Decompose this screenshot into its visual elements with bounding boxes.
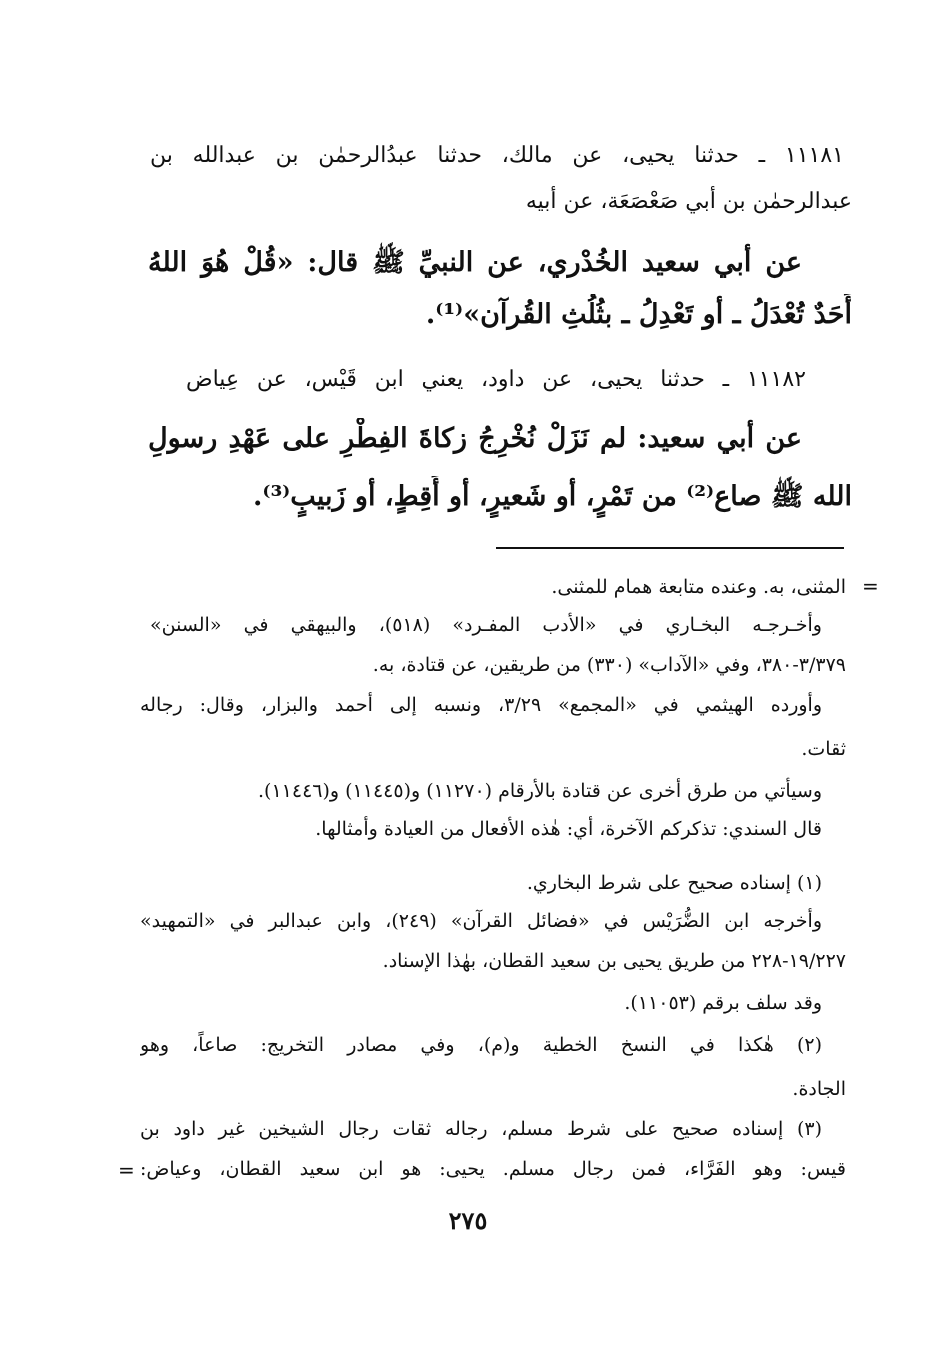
footnote-line-4: وأورده الهيثمي في «المجمع» ٣/٢٩، ونسبه إلى أحمد والبزار، وقال: رجاله (140, 694, 822, 716)
footnote-line-15: قيس: وهو الفَرَّاء، فمن رجال مسلم. يحيى: هو ابن سعيد القطان، وعياض: (140, 1158, 846, 1180)
hadith-11181-isnad-line-2: عبدالرحمٰن بن أبي صَعْصَعَة، عن أبيه (525, 189, 852, 214)
hadith-11181-matn-line-1: عن أبي سعيد الخُدْري، عن النبيِّ ﷺ قال: «قُلْ هُوَ اللهُ (148, 247, 802, 278)
footnote-line-7: قال السندي: تذكركم الآخرة، أي: هٰذه الأفعال من العيادة وأمثالها. (315, 818, 822, 840)
footnote-line-11: وقد سلف برقم (١١٠٥٣). (624, 992, 822, 1014)
hadith-11182-matn-line-1: عن أبي سعيد: لم نَزَلْ نُخْرِجُ زكاةَ الفِطْرِ على عَهْدِ رسولِ (148, 423, 802, 454)
footnote-line-5: ثقات. (801, 738, 846, 760)
continuation-mark-bottom: = (118, 1158, 135, 1182)
hadith-11182-isnad-line-1: ١١١٨٢ ـ حدثنا يحيى، عن داود، يعني ابن قَيْس، عن عِياض (186, 367, 806, 392)
footnote-line-14: (٣) إسناده صحيح على شرط مسلم، رجاله ثقات رجال الشيخين غير داود بن (140, 1118, 822, 1140)
footnote-line-9: وأخرجه ابن الضُّرَيْس في «فضائل القرآن» (٢٤٩)، وابن عبدالبر في «التمهيد» (140, 910, 822, 932)
hadith-11181-isnad-line-1: ١١١٨١ ـ حدثنا يحيى، عن مالك، حدثنا عبدُالرحمٰن بن عبدالله بن (150, 143, 844, 168)
footnote-line-8: (١) إسناده صحيح على شرط البخاري. (526, 872, 822, 894)
page-number: ٢٧٥ (448, 1206, 488, 1235)
footnote-line-1: المثنى، به. وعنده متابعة همام للمثنى. (551, 576, 846, 598)
footnote-line-2: وأخـرجـه البخـاري في «الأدب المفـرد» (٥١٨)، والبيهقي في «السنن» (150, 614, 822, 636)
footnote-line-6: وسيأتي من طرق أخرى عن قتادة بالأرقام (١١٢٧٠) و(١١٤٤٥) و(١١٤٤٦). (258, 780, 822, 802)
footnote-separator (496, 547, 844, 549)
footnote-line-12: (٢) هٰكذا في النسخ الخطية و(م)، وفي مصادر التخريج: صاعاً، وهو (140, 1034, 822, 1056)
continuation-mark-top: = (862, 574, 879, 598)
footnote-line-3: ٣/٣٧٩-٣٨٠، وفي «الآداب» (٣٣٠) من طريقين، عن قتادة، به. (372, 654, 846, 676)
hadith-11181-matn-line-2: أَحَدٌ تُعْدَلُ ـ أو تَعْدِلُ ـ بثُلُثِ القُرآن»⁽¹⁾. (425, 299, 852, 330)
hadith-11182-matn-line-2: الله ﷺ صاع⁽²⁾ من تَمْرٍ، أو شَعيرٍ، أو أَقِطٍ، أو زَبيبٍ⁽³⁾. (252, 481, 852, 512)
footnote-line-13: الجادة. (792, 1078, 846, 1100)
footnote-line-10: ١٩/٢٢٧-٢٢٨ من طريق يحيى بن سعيد القطان، بهٰذا الإسناد. (382, 950, 846, 972)
